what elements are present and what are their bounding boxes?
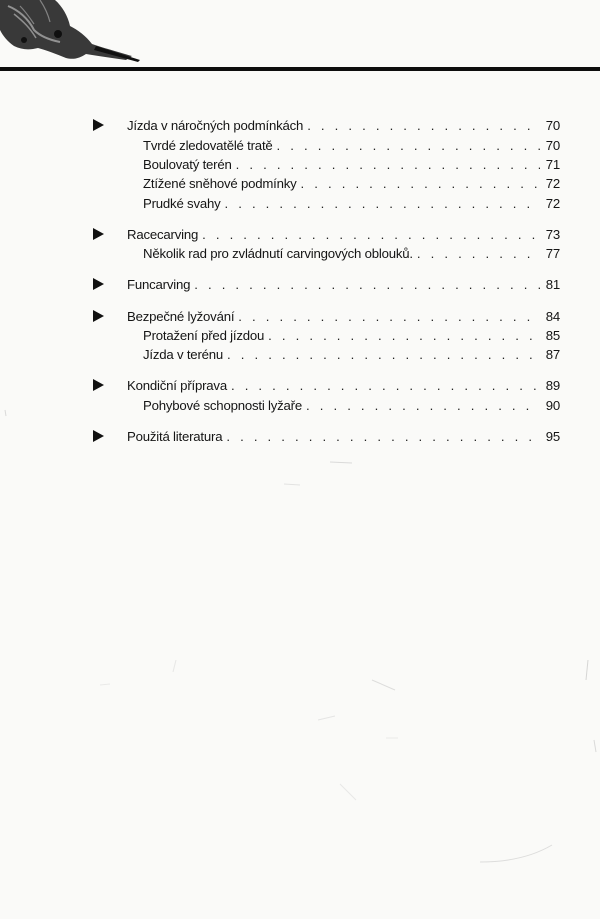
toc-page-number: 89 — [545, 378, 560, 393]
toc-title: Racecarving — [127, 227, 199, 242]
toc-title: Bezpečné lyžování — [127, 309, 235, 324]
toc-page-number: 72 — [545, 176, 560, 191]
toc-title: Tvrdé zledovatělé tratě — [143, 138, 273, 153]
toc-page-number: 87 — [545, 347, 560, 362]
toc-title: Jízda v náročných podmínkách — [127, 118, 304, 133]
toc-title: Použitá literatura — [127, 429, 223, 444]
toc-page-number: 72 — [545, 196, 560, 211]
toc-page-number: 90 — [545, 398, 560, 413]
toc-title: Několik rad pro zvládnutí carvingových oblouků. — [143, 246, 413, 261]
toc-page-number: 85 — [545, 328, 560, 343]
toc-page-number: 71 — [545, 157, 560, 172]
toc-title: Kondiční příprava — [127, 378, 227, 393]
toc-page-number: 77 — [545, 246, 560, 261]
toc-page-number: 84 — [545, 309, 560, 324]
toc-page-number: 70 — [545, 138, 560, 153]
toc-title: Prudké svahy — [143, 196, 221, 211]
toc-title: Jízda v terénu — [143, 347, 224, 362]
toc-title: Pohybové schopnosti lyžaře — [143, 398, 303, 413]
toc-page-number: 95 — [545, 429, 560, 444]
toc-title: Boulovatý terén — [143, 157, 232, 172]
toc-title: Ztížené sněhové podmínky — [143, 176, 297, 191]
toc-page-number: 70 — [545, 118, 560, 133]
toc-page-number: 81 — [545, 277, 560, 292]
toc-page-number: 73 — [545, 227, 560, 242]
toc-title: Funcarving — [127, 277, 191, 292]
toc-title: Protažení před jízdou — [143, 328, 265, 343]
